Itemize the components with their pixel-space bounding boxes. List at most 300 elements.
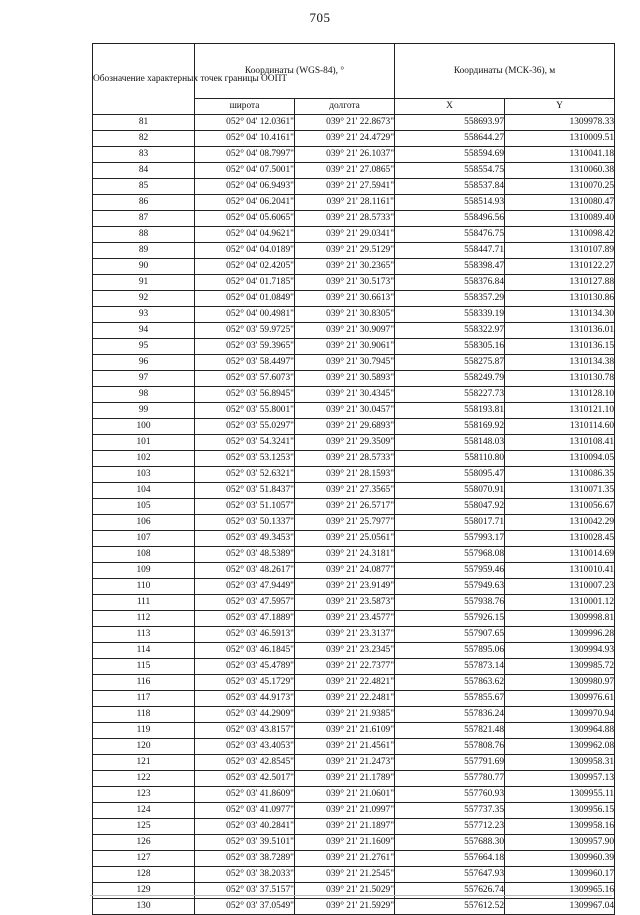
longitude-cell: 039° 21' 21.1897" <box>295 819 395 835</box>
y-coordinate-cell: 1309965.16 <box>505 883 615 899</box>
longitude-cell: 039° 21' 28.5733" <box>295 211 395 227</box>
table-row <box>93 323 615 339</box>
point-number-cell: 103 <box>93 467 195 483</box>
point-number-cell: 107 <box>93 531 195 547</box>
table-row <box>93 211 615 227</box>
table-row <box>93 835 615 851</box>
x-coordinate-cell: 557737.35 <box>395 803 505 819</box>
longitude-cell: 039° 21' 30.5893" <box>295 371 395 387</box>
latitude-cell: 052° 03' 59.9725" <box>195 323 295 339</box>
latitude-cell: 052° 04' 02.4205" <box>195 259 295 275</box>
y-coordinate-cell: 1310010.41 <box>505 563 615 579</box>
latitude-cell: 052° 03' 38.7289" <box>195 851 295 867</box>
point-number-cell: 87 <box>93 211 195 227</box>
wgs84-column-header: Координаты (WGS-84), ° <box>195 44 395 99</box>
y-coordinate-cell: 1310121.10 <box>505 403 615 419</box>
latitude-cell: 052° 03' 51.1057" <box>195 499 295 515</box>
point-number-cell: 91 <box>93 275 195 291</box>
latitude-cell: 052° 03' 40.2841" <box>195 819 295 835</box>
latitude-cell: 052° 03' 43.4053" <box>195 739 295 755</box>
table-row <box>93 643 615 659</box>
x-coordinate-cell: 557959.46 <box>395 563 505 579</box>
table-row <box>93 579 615 595</box>
longitude-cell: 039° 21' 30.9061" <box>295 339 395 355</box>
x-coordinate-cell: 558644.27 <box>395 131 505 147</box>
longitude-cell: 039° 21' 22.2481" <box>295 691 395 707</box>
latitude-cell: 052° 03' 37.5157" <box>195 883 295 899</box>
longitude-cell: 039° 21' 22.8673" <box>295 115 395 131</box>
table-body <box>93 115 615 915</box>
table-row <box>93 339 615 355</box>
y-coordinate-cell: 1309978.33 <box>505 115 615 131</box>
table-row <box>93 115 615 131</box>
page-number: 705 <box>309 10 331 25</box>
x-coordinate-cell: 557938.76 <box>395 595 505 611</box>
x-coordinate-cell: 557836.24 <box>395 707 505 723</box>
x-coordinate-cell: 557688.30 <box>395 835 505 851</box>
table-row <box>93 819 615 835</box>
table-row <box>93 355 615 371</box>
x-coordinate-cell: 558110.80 <box>395 451 505 467</box>
longitude-cell: 039° 21' 25.0561" <box>295 531 395 547</box>
y-coordinate-cell: 1310107.89 <box>505 243 615 259</box>
footer-divider <box>90 895 612 896</box>
x-coordinate-cell: 557895.06 <box>395 643 505 659</box>
y-coordinate-cell: 1309960.39 <box>505 851 615 867</box>
point-number-cell: 118 <box>93 707 195 723</box>
longitude-cell: 039° 21' 21.5929" <box>295 899 395 915</box>
latitude-cell: 052° 03' 38.2033" <box>195 867 295 883</box>
latitude-cell: 052° 03' 55.0297" <box>195 419 295 435</box>
longitude-cell: 039° 21' 26.5717" <box>295 499 395 515</box>
table-row <box>93 851 615 867</box>
longitude-cell: 039° 21' 25.7977" <box>295 515 395 531</box>
y-coordinate-cell: 1309960.17 <box>505 867 615 883</box>
point-number-cell: 93 <box>93 307 195 323</box>
y-coordinate-cell: 1310042.29 <box>505 515 615 531</box>
longitude-cell: 039° 21' 23.4577" <box>295 611 395 627</box>
point-number-cell: 127 <box>93 851 195 867</box>
y-coordinate-cell: 1310028.45 <box>505 531 615 547</box>
x-coordinate-cell: 558447.71 <box>395 243 505 259</box>
y-coordinate-cell: 1309994.93 <box>505 643 615 659</box>
longitude-cell: 039° 21' 21.2473" <box>295 755 395 771</box>
x-coordinate-cell: 557926.15 <box>395 611 505 627</box>
table-row <box>93 259 615 275</box>
latitude-cell: 052° 03' 52.6321" <box>195 467 295 483</box>
point-number-cell: 106 <box>93 515 195 531</box>
coordinates-table <box>92 43 615 915</box>
table-row <box>93 787 615 803</box>
x-coordinate-cell: 558047.92 <box>395 499 505 515</box>
x-coordinate-cell: 557855.67 <box>395 691 505 707</box>
table-row <box>93 755 615 771</box>
table-row <box>93 195 615 211</box>
table-row <box>93 707 615 723</box>
latitude-cell: 052° 03' 41.0977" <box>195 803 295 819</box>
point-number-cell: 109 <box>93 563 195 579</box>
msk36-column-header: Координаты (МСК-36), м <box>395 44 615 99</box>
longitude-cell: 039° 21' 24.3181" <box>295 547 395 563</box>
latitude-cell: 052° 03' 50.1337" <box>195 515 295 531</box>
table-row <box>93 531 615 547</box>
y-coordinate-cell: 1310098.42 <box>505 227 615 243</box>
longitude-cell: 039° 21' 29.3509" <box>295 435 395 451</box>
x-coordinate-cell: 558249.79 <box>395 371 505 387</box>
y-coordinate-cell: 1310041.18 <box>505 147 615 163</box>
table-row <box>93 419 615 435</box>
table-header-row <box>93 44 615 99</box>
table-row <box>93 563 615 579</box>
point-number-cell: 94 <box>93 323 195 339</box>
longitude-cell: 039° 21' 23.5873" <box>295 595 395 611</box>
x-coordinate-cell: 557808.76 <box>395 739 505 755</box>
x-coordinate-cell: 558017.71 <box>395 515 505 531</box>
y-coordinate-cell: 1310070.25 <box>505 179 615 195</box>
longitude-cell: 039° 21' 23.3137" <box>295 627 395 643</box>
y-coordinate-cell: 1309967.04 <box>505 899 615 915</box>
point-number-cell: 100 <box>93 419 195 435</box>
point-number-cell: 101 <box>93 435 195 451</box>
latitude-cell: 052° 03' 44.2909" <box>195 707 295 723</box>
longitude-cell: 039° 21' 30.4345" <box>295 387 395 403</box>
table-row <box>93 451 615 467</box>
latitude-cell: 052° 03' 43.8157" <box>195 723 295 739</box>
point-number-cell: 97 <box>93 371 195 387</box>
y-coordinate-cell: 1310122.27 <box>505 259 615 275</box>
latitude-cell: 052° 04' 04.9621" <box>195 227 295 243</box>
x-coordinate-cell: 557949.63 <box>395 579 505 595</box>
point-number-cell: 81 <box>93 115 195 131</box>
longitude-cell: 039° 21' 29.5129" <box>295 243 395 259</box>
x-coordinate-cell: 557712.23 <box>395 819 505 835</box>
table-row <box>93 163 615 179</box>
latitude-cell: 052° 04' 12.0361" <box>195 115 295 131</box>
x-coordinate-cell: 557760.93 <box>395 787 505 803</box>
latitude-cell: 052° 04' 00.4981" <box>195 307 295 323</box>
point-number-cell: 113 <box>93 627 195 643</box>
table-row <box>93 307 615 323</box>
latitude-cell: 052° 03' 46.5913" <box>195 627 295 643</box>
x-coordinate-cell: 557993.17 <box>395 531 505 547</box>
latitude-cell: 052° 04' 04.0189" <box>195 243 295 259</box>
y-coordinate-cell: 1310136.15 <box>505 339 615 355</box>
table-row <box>93 483 615 499</box>
longitude-cell: 039° 21' 27.5941" <box>295 179 395 195</box>
latitude-cell: 052° 03' 41.8609" <box>195 787 295 803</box>
x-coordinate-cell: 558514.93 <box>395 195 505 211</box>
latitude-cell: 052° 03' 39.5101" <box>195 835 295 851</box>
table-row <box>93 131 615 147</box>
table-row <box>93 611 615 627</box>
x-coordinate-cell: 558537.84 <box>395 179 505 195</box>
table-row <box>93 595 615 611</box>
table-row <box>93 243 615 259</box>
point-number-cell: 86 <box>93 195 195 211</box>
y-coordinate-cell: 1310128.10 <box>505 387 615 403</box>
table-row <box>93 467 615 483</box>
point-number-cell: 83 <box>93 147 195 163</box>
y-coordinate-cell: 1309976.61 <box>505 691 615 707</box>
point-number-cell: 122 <box>93 771 195 787</box>
latitude-cell: 052° 04' 06.9493" <box>195 179 295 195</box>
point-number-cell: 98 <box>93 387 195 403</box>
y-coordinate-cell: 1309957.13 <box>505 771 615 787</box>
point-number-cell: 121 <box>93 755 195 771</box>
y-coordinate-cell: 1310094.05 <box>505 451 615 467</box>
y-coordinate-cell: 1309998.81 <box>505 611 615 627</box>
table-row <box>93 291 615 307</box>
longitude-cell: 039° 21' 30.8305" <box>295 307 395 323</box>
x-coordinate-cell: 558594.69 <box>395 147 505 163</box>
table-row <box>93 803 615 819</box>
longitude-cell: 039° 21' 30.2365" <box>295 259 395 275</box>
longitude-cell: 039° 21' 21.2545" <box>295 867 395 883</box>
y-column-header: Y <box>505 99 615 115</box>
point-number-cell: 89 <box>93 243 195 259</box>
table-row <box>93 387 615 403</box>
x-coordinate-cell: 557780.77 <box>395 771 505 787</box>
x-coordinate-cell: 557791.69 <box>395 755 505 771</box>
longitude-cell: 039° 21' 30.7945" <box>295 355 395 371</box>
x-coordinate-cell: 558554.75 <box>395 163 505 179</box>
longitude-cell: 039° 21' 23.2345" <box>295 643 395 659</box>
point-number-cell: 119 <box>93 723 195 739</box>
point-number-cell: 115 <box>93 659 195 675</box>
point-number-cell: 110 <box>93 579 195 595</box>
x-coordinate-cell: 558095.47 <box>395 467 505 483</box>
latitude-cell: 052° 04' 08.7997" <box>195 147 295 163</box>
table-row <box>93 147 615 163</box>
point-number-cell: 96 <box>93 355 195 371</box>
longitude-cell: 039° 21' 21.9385" <box>295 707 395 723</box>
latitude-cell: 052° 03' 45.4789" <box>195 659 295 675</box>
points-column-header: Обозначение характерных точек границы ООПТ <box>93 44 195 115</box>
longitude-cell: 039° 21' 30.9097" <box>295 323 395 339</box>
point-number-cell: 85 <box>93 179 195 195</box>
point-number-cell: 111 <box>93 595 195 611</box>
latitude-cell: 052° 03' 42.5017" <box>195 771 295 787</box>
y-coordinate-cell: 1310086.35 <box>505 467 615 483</box>
longitude-cell: 039° 21' 27.0865" <box>295 163 395 179</box>
y-coordinate-cell: 1309970.94 <box>505 707 615 723</box>
latitude-cell: 052° 03' 47.5957" <box>195 595 295 611</box>
table-row <box>93 179 615 195</box>
longitude-column-header: долгота <box>295 99 395 115</box>
longitude-cell: 039° 21' 21.1789" <box>295 771 395 787</box>
longitude-cell: 039° 21' 21.0601" <box>295 787 395 803</box>
x-coordinate-cell: 558496.56 <box>395 211 505 227</box>
x-coordinate-cell: 558169.92 <box>395 419 505 435</box>
y-coordinate-cell: 1310009.51 <box>505 131 615 147</box>
x-column-header: X <box>395 99 505 115</box>
latitude-cell: 052° 03' 46.1845" <box>195 643 295 659</box>
y-coordinate-cell: 1309980.97 <box>505 675 615 691</box>
x-coordinate-cell: 557626.74 <box>395 883 505 899</box>
x-coordinate-cell: 557821.48 <box>395 723 505 739</box>
y-coordinate-cell: 1310060.38 <box>505 163 615 179</box>
longitude-cell: 039° 21' 28.1161" <box>295 195 395 211</box>
table-row <box>93 867 615 883</box>
y-coordinate-cell: 1309958.31 <box>505 755 615 771</box>
x-coordinate-cell: 558148.03 <box>395 435 505 451</box>
longitude-cell: 039° 21' 29.6893" <box>295 419 395 435</box>
y-coordinate-cell: 1310130.86 <box>505 291 615 307</box>
latitude-cell: 052° 03' 54.3241" <box>195 435 295 451</box>
table-row <box>93 883 615 899</box>
y-coordinate-cell: 1310080.47 <box>505 195 615 211</box>
y-coordinate-cell: 1309955.11 <box>505 787 615 803</box>
table-row <box>93 371 615 387</box>
longitude-cell: 039° 21' 21.1609" <box>295 835 395 851</box>
point-number-cell: 105 <box>93 499 195 515</box>
table-row <box>93 515 615 531</box>
x-coordinate-cell: 557968.08 <box>395 547 505 563</box>
longitude-cell: 039° 21' 30.5173" <box>295 275 395 291</box>
longitude-cell: 039° 21' 22.4821" <box>295 675 395 691</box>
longitude-cell: 039° 21' 21.0997" <box>295 803 395 819</box>
latitude-cell: 052° 04' 01.7185" <box>195 275 295 291</box>
latitude-cell: 052° 03' 37.0549" <box>195 899 295 915</box>
point-number-cell: 84 <box>93 163 195 179</box>
longitude-cell: 039° 21' 22.7377" <box>295 659 395 675</box>
longitude-cell: 039° 21' 23.9149" <box>295 579 395 595</box>
point-number-cell: 124 <box>93 803 195 819</box>
table-row <box>93 771 615 787</box>
latitude-cell: 052° 03' 48.5389" <box>195 547 295 563</box>
longitude-cell: 039° 21' 29.0341" <box>295 227 395 243</box>
latitude-cell: 052° 03' 53.1253" <box>195 451 295 467</box>
point-number-cell: 90 <box>93 259 195 275</box>
y-coordinate-cell: 1310127.88 <box>505 275 615 291</box>
longitude-cell: 039° 21' 24.0877" <box>295 563 395 579</box>
y-coordinate-cell: 1309957.90 <box>505 835 615 851</box>
longitude-cell: 039° 21' 26.1037" <box>295 147 395 163</box>
point-number-cell: 129 <box>93 883 195 899</box>
x-coordinate-cell: 558476.75 <box>395 227 505 243</box>
latitude-cell: 052° 03' 55.8001" <box>195 403 295 419</box>
y-coordinate-cell: 1310056.67 <box>505 499 615 515</box>
longitude-cell: 039° 21' 27.3565" <box>295 483 395 499</box>
y-coordinate-cell: 1310134.38 <box>505 355 615 371</box>
table-row <box>93 547 615 563</box>
x-coordinate-cell: 558693.97 <box>395 115 505 131</box>
latitude-cell: 052° 04' 10.4161" <box>195 131 295 147</box>
x-coordinate-cell: 558339.19 <box>395 307 505 323</box>
point-number-cell: 104 <box>93 483 195 499</box>
point-number-cell: 120 <box>93 739 195 755</box>
table-row <box>93 627 615 643</box>
latitude-cell: 052° 03' 45.1729" <box>195 675 295 691</box>
latitude-cell: 052° 04' 05.6065" <box>195 211 295 227</box>
x-coordinate-cell: 558227.73 <box>395 387 505 403</box>
y-coordinate-cell: 1310007.23 <box>505 579 615 595</box>
latitude-cell: 052° 03' 58.4497" <box>195 355 295 371</box>
y-coordinate-cell: 1310089.40 <box>505 211 615 227</box>
point-number-cell: 123 <box>93 787 195 803</box>
table-row <box>93 691 615 707</box>
latitude-cell: 052° 03' 49.3453" <box>195 531 295 547</box>
latitude-cell: 052° 03' 47.1889" <box>195 611 295 627</box>
y-coordinate-cell: 1309964.88 <box>505 723 615 739</box>
point-number-cell: 102 <box>93 451 195 467</box>
point-number-cell: 92 <box>93 291 195 307</box>
longitude-cell: 039° 21' 30.0457" <box>295 403 395 419</box>
table-row <box>93 499 615 515</box>
latitude-cell: 052° 04' 07.5001" <box>195 163 295 179</box>
table-row <box>93 899 615 915</box>
point-number-cell: 99 <box>93 403 195 419</box>
x-coordinate-cell: 558376.84 <box>395 275 505 291</box>
y-coordinate-cell: 1310130.78 <box>505 371 615 387</box>
y-coordinate-cell: 1310114.60 <box>505 419 615 435</box>
y-coordinate-cell: 1309985.72 <box>505 659 615 675</box>
table-row <box>93 675 615 691</box>
latitude-cell: 052° 04' 06.2041" <box>195 195 295 211</box>
x-coordinate-cell: 558275.87 <box>395 355 505 371</box>
y-coordinate-cell: 1310071.35 <box>505 483 615 499</box>
table-row <box>93 227 615 243</box>
longitude-cell: 039° 21' 21.2761" <box>295 851 395 867</box>
latitude-cell: 052° 04' 01.0849" <box>195 291 295 307</box>
point-number-cell: 117 <box>93 691 195 707</box>
x-coordinate-cell: 558357.29 <box>395 291 505 307</box>
y-coordinate-cell: 1310134.30 <box>505 307 615 323</box>
x-coordinate-cell: 557612.52 <box>395 899 505 915</box>
x-coordinate-cell: 557873.14 <box>395 659 505 675</box>
y-coordinate-cell: 1309996.28 <box>505 627 615 643</box>
point-number-cell: 112 <box>93 611 195 627</box>
table-row <box>93 739 615 755</box>
x-coordinate-cell: 558398.47 <box>395 259 505 275</box>
latitude-cell: 052° 03' 57.6073" <box>195 371 295 387</box>
latitude-cell: 052° 03' 51.8437" <box>195 483 295 499</box>
x-coordinate-cell: 558070.91 <box>395 483 505 499</box>
table-row <box>93 435 615 451</box>
y-coordinate-cell: 1310014.69 <box>505 547 615 563</box>
y-coordinate-cell: 1309956.15 <box>505 803 615 819</box>
table-row <box>93 275 615 291</box>
x-coordinate-cell: 557907.65 <box>395 627 505 643</box>
x-coordinate-cell: 558193.81 <box>395 403 505 419</box>
x-coordinate-cell: 558305.16 <box>395 339 505 355</box>
table-row <box>93 659 615 675</box>
latitude-cell: 052° 03' 59.3965" <box>195 339 295 355</box>
latitude-cell: 052° 03' 44.9173" <box>195 691 295 707</box>
latitude-cell: 052° 03' 42.8545" <box>195 755 295 771</box>
longitude-cell: 039° 21' 28.1593" <box>295 467 395 483</box>
latitude-column-header: широта <box>195 99 295 115</box>
table-row <box>93 723 615 739</box>
longitude-cell: 039° 21' 21.5029" <box>295 883 395 899</box>
x-coordinate-cell: 557863.62 <box>395 675 505 691</box>
point-number-cell: 82 <box>93 131 195 147</box>
point-number-cell: 95 <box>93 339 195 355</box>
y-coordinate-cell: 1309962.08 <box>505 739 615 755</box>
table-row <box>93 403 615 419</box>
latitude-cell: 052° 03' 47.9449" <box>195 579 295 595</box>
latitude-cell: 052° 03' 56.8945" <box>195 387 295 403</box>
longitude-cell: 039° 21' 24.4729" <box>295 131 395 147</box>
point-number-cell: 108 <box>93 547 195 563</box>
point-number-cell: 114 <box>93 643 195 659</box>
point-number-cell: 130 <box>93 899 195 915</box>
point-number-cell: 125 <box>93 819 195 835</box>
latitude-cell: 052° 03' 48.2617" <box>195 563 295 579</box>
point-number-cell: 116 <box>93 675 195 691</box>
y-coordinate-cell: 1309958.16 <box>505 819 615 835</box>
longitude-cell: 039° 21' 21.4561" <box>295 739 395 755</box>
